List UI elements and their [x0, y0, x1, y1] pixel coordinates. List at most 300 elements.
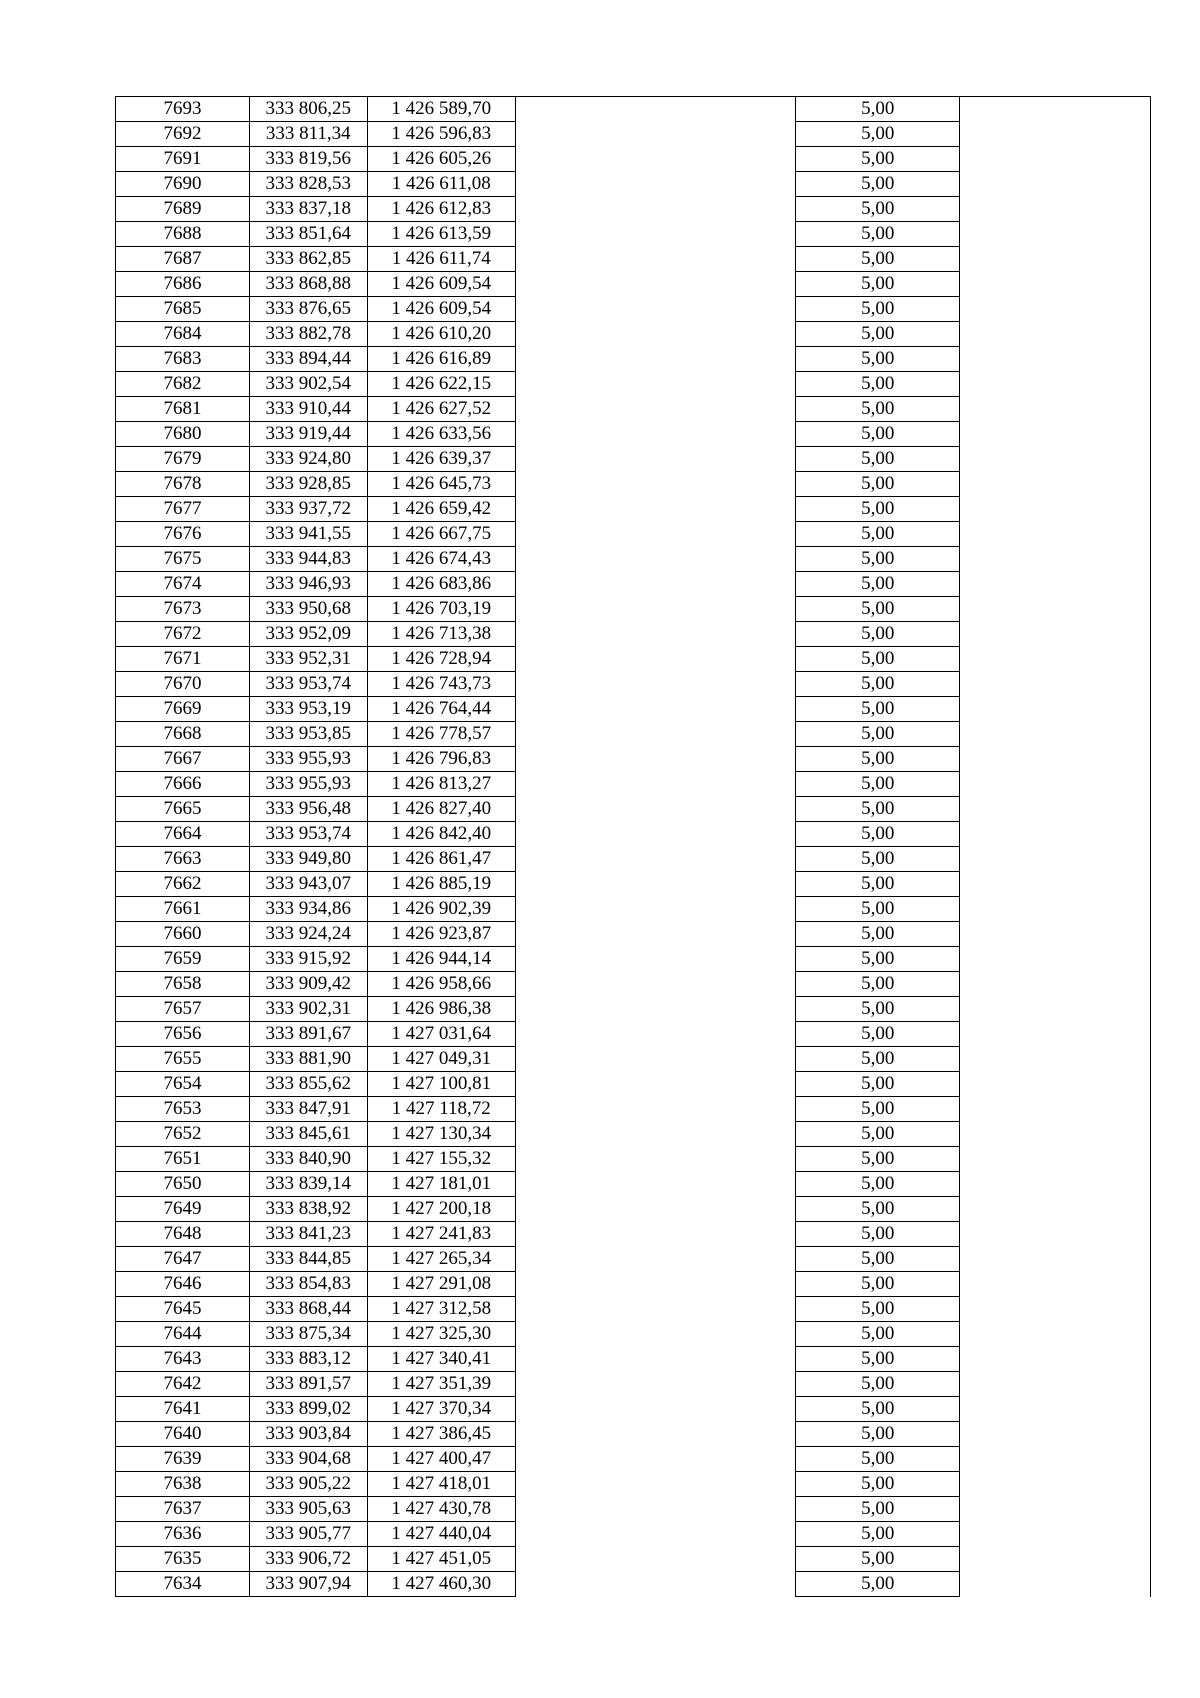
empty-cell: [515, 1422, 795, 1447]
empty-cell: [515, 447, 795, 472]
value-cell: 5,00: [796, 1097, 960, 1122]
empty-cell: [960, 1322, 1151, 1347]
empty-cell: [960, 722, 1151, 747]
point-number-cell: 7638: [116, 1472, 250, 1497]
x-coordinate-cell: 333 847,91: [250, 1097, 368, 1122]
empty-cell: [515, 247, 795, 272]
y-coordinate-cell: 1 427 430,78: [367, 1497, 515, 1522]
table-row: [116, 122, 1151, 147]
empty-cell: [960, 1122, 1151, 1147]
y-coordinate-cell: 1 427 386,45: [367, 1422, 515, 1447]
table-row: [116, 172, 1151, 197]
empty-cell: [515, 422, 795, 447]
value-cell: 5,00: [796, 272, 960, 297]
x-coordinate-cell: 333 915,92: [250, 947, 368, 972]
value-cell: 5,00: [796, 1022, 960, 1047]
x-coordinate-cell: 333 944,83: [250, 547, 368, 572]
table-row: [116, 697, 1151, 722]
value-cell: 5,00: [796, 772, 960, 797]
empty-cell: [960, 1297, 1151, 1322]
empty-cell: [960, 222, 1151, 247]
table-row: [116, 1547, 1151, 1572]
empty-cell: [515, 1297, 795, 1322]
point-number-cell: 7680: [116, 422, 250, 447]
y-coordinate-cell: 1 426 596,83: [367, 122, 515, 147]
point-number-cell: 7663: [116, 847, 250, 872]
x-coordinate-cell: 333 906,72: [250, 1547, 368, 1572]
point-number-cell: 7668: [116, 722, 250, 747]
y-coordinate-cell: 1 426 902,39: [367, 897, 515, 922]
value-cell: 5,00: [796, 1522, 960, 1547]
x-coordinate-cell: 333 953,19: [250, 697, 368, 722]
empty-cell: [515, 897, 795, 922]
y-coordinate-cell: 1 427 370,34: [367, 1397, 515, 1422]
empty-cell: [515, 997, 795, 1022]
table-row: [116, 447, 1151, 472]
empty-cell: [960, 197, 1151, 222]
empty-cell: [515, 497, 795, 522]
x-coordinate-cell: 333 928,85: [250, 472, 368, 497]
empty-cell: [960, 697, 1151, 722]
table-row: [116, 297, 1151, 322]
empty-cell: [960, 497, 1151, 522]
empty-cell: [960, 172, 1151, 197]
y-coordinate-cell: 1 427 400,47: [367, 1447, 515, 1472]
empty-cell: [515, 747, 795, 772]
empty-cell: [960, 347, 1151, 372]
y-coordinate-cell: 1 427 440,04: [367, 1522, 515, 1547]
empty-cell: [960, 1447, 1151, 1472]
value-cell: 5,00: [796, 222, 960, 247]
table-row: [116, 222, 1151, 247]
y-coordinate-cell: 1 427 451,05: [367, 1547, 515, 1572]
value-cell: 5,00: [796, 972, 960, 997]
y-coordinate-cell: 1 427 291,08: [367, 1272, 515, 1297]
table-row: [116, 997, 1151, 1022]
table-row: [116, 1197, 1151, 1222]
value-cell: 5,00: [796, 897, 960, 922]
empty-cell: [960, 1472, 1151, 1497]
value-cell: 5,00: [796, 1122, 960, 1147]
point-number-cell: 7636: [116, 1522, 250, 1547]
y-coordinate-cell: 1 426 609,54: [367, 297, 515, 322]
x-coordinate-cell: 333 955,93: [250, 747, 368, 772]
empty-cell: [515, 397, 795, 422]
point-number-cell: 7671: [116, 647, 250, 672]
point-number-cell: 7649: [116, 1197, 250, 1222]
value-cell: 5,00: [796, 397, 960, 422]
y-coordinate-cell: 1 427 049,31: [367, 1047, 515, 1072]
point-number-cell: 7648: [116, 1222, 250, 1247]
empty-cell: [960, 797, 1151, 822]
point-number-cell: 7642: [116, 1372, 250, 1397]
point-number-cell: 7693: [116, 97, 250, 122]
value-cell: 5,00: [796, 572, 960, 597]
empty-cell: [515, 697, 795, 722]
x-coordinate-cell: 333 905,22: [250, 1472, 368, 1497]
y-coordinate-cell: 1 426 613,59: [367, 222, 515, 247]
empty-cell: [515, 1147, 795, 1172]
empty-cell: [515, 1272, 795, 1297]
empty-cell: [515, 1472, 795, 1497]
empty-cell: [515, 1072, 795, 1097]
table-row: [116, 197, 1151, 222]
empty-cell: [515, 672, 795, 697]
x-coordinate-cell: 333 840,90: [250, 1147, 368, 1172]
table-row: [116, 272, 1151, 297]
empty-cell: [960, 1422, 1151, 1447]
value-cell: 5,00: [796, 722, 960, 747]
y-coordinate-cell: 1 426 796,83: [367, 747, 515, 772]
x-coordinate-cell: 333 862,85: [250, 247, 368, 272]
empty-cell: [515, 922, 795, 947]
x-coordinate-cell: 333 924,24: [250, 922, 368, 947]
y-coordinate-cell: 1 426 703,19: [367, 597, 515, 622]
point-number-cell: 7692: [116, 122, 250, 147]
y-coordinate-cell: 1 427 130,34: [367, 1122, 515, 1147]
table-row: [116, 1447, 1151, 1472]
empty-cell: [960, 1572, 1151, 1597]
table-row: [116, 872, 1151, 897]
x-coordinate-cell: 333 902,31: [250, 997, 368, 1022]
point-number-cell: 7674: [116, 572, 250, 597]
y-coordinate-cell: 1 427 118,72: [367, 1097, 515, 1122]
point-number-cell: 7666: [116, 772, 250, 797]
y-coordinate-cell: 1 427 181,01: [367, 1172, 515, 1197]
empty-cell: [960, 547, 1151, 572]
table-row: [116, 397, 1151, 422]
table-row: [116, 722, 1151, 747]
table-row: [116, 1522, 1151, 1547]
point-number-cell: 7685: [116, 297, 250, 322]
empty-cell: [960, 1397, 1151, 1422]
value-cell: 5,00: [796, 522, 960, 547]
empty-cell: [960, 397, 1151, 422]
x-coordinate-cell: 333 844,85: [250, 1247, 368, 1272]
value-cell: 5,00: [796, 247, 960, 272]
point-number-cell: 7640: [116, 1422, 250, 1447]
y-coordinate-cell: 1 426 728,94: [367, 647, 515, 672]
point-number-cell: 7686: [116, 272, 250, 297]
table-row: [116, 1172, 1151, 1197]
empty-cell: [960, 272, 1151, 297]
value-cell: 5,00: [796, 922, 960, 947]
empty-cell: [960, 747, 1151, 772]
y-coordinate-cell: 1 427 312,58: [367, 1297, 515, 1322]
point-number-cell: 7672: [116, 622, 250, 647]
y-coordinate-cell: 1 426 958,66: [367, 972, 515, 997]
y-coordinate-cell: 1 427 340,41: [367, 1347, 515, 1372]
x-coordinate-cell: 333 828,53: [250, 172, 368, 197]
value-cell: 5,00: [796, 122, 960, 147]
x-coordinate-cell: 333 943,07: [250, 872, 368, 897]
point-number-cell: 7690: [116, 172, 250, 197]
point-number-cell: 7651: [116, 1147, 250, 1172]
table-row: [116, 1347, 1151, 1372]
empty-cell: [960, 1197, 1151, 1222]
point-number-cell: 7687: [116, 247, 250, 272]
x-coordinate-cell: 333 819,56: [250, 147, 368, 172]
empty-cell: [960, 1522, 1151, 1547]
y-coordinate-cell: 1 426 861,47: [367, 847, 515, 872]
point-number-cell: 7654: [116, 1072, 250, 1097]
y-coordinate-cell: 1 426 683,86: [367, 572, 515, 597]
x-coordinate-cell: 333 952,09: [250, 622, 368, 647]
y-coordinate-cell: 1 426 622,15: [367, 372, 515, 397]
empty-cell: [960, 597, 1151, 622]
empty-cell: [960, 297, 1151, 322]
empty-cell: [515, 1222, 795, 1247]
empty-cell: [960, 472, 1151, 497]
point-number-cell: 7655: [116, 1047, 250, 1072]
value-cell: 5,00: [796, 1372, 960, 1397]
x-coordinate-cell: 333 903,84: [250, 1422, 368, 1447]
point-number-cell: 7653: [116, 1097, 250, 1122]
point-number-cell: 7677: [116, 497, 250, 522]
value-cell: 5,00: [796, 347, 960, 372]
y-coordinate-cell: 1 426 764,44: [367, 697, 515, 722]
y-coordinate-cell: 1 426 589,70: [367, 97, 515, 122]
y-coordinate-cell: 1 426 605,26: [367, 147, 515, 172]
empty-cell: [515, 1097, 795, 1122]
table-row: [116, 247, 1151, 272]
empty-cell: [960, 1272, 1151, 1297]
table-row: [116, 97, 1151, 122]
table-row: [116, 772, 1151, 797]
y-coordinate-cell: 1 427 351,39: [367, 1372, 515, 1397]
empty-cell: [960, 572, 1151, 597]
x-coordinate-cell: 333 924,80: [250, 447, 368, 472]
table-row: [116, 422, 1151, 447]
empty-cell: [960, 1222, 1151, 1247]
table-row: [116, 1072, 1151, 1097]
empty-cell: [515, 647, 795, 672]
value-cell: 5,00: [796, 322, 960, 347]
value-cell: 5,00: [796, 1047, 960, 1072]
point-number-cell: 7673: [116, 597, 250, 622]
empty-cell: [960, 1547, 1151, 1572]
point-number-cell: 7683: [116, 347, 250, 372]
empty-cell: [515, 1172, 795, 1197]
table-row: [116, 497, 1151, 522]
table-row: [116, 1422, 1151, 1447]
value-cell: 5,00: [796, 947, 960, 972]
point-number-cell: 7659: [116, 947, 250, 972]
point-number-cell: 7691: [116, 147, 250, 172]
table-row: [116, 747, 1151, 772]
y-coordinate-cell: 1 426 842,40: [367, 822, 515, 847]
point-number-cell: 7660: [116, 922, 250, 947]
empty-cell: [515, 622, 795, 647]
table-row: [116, 847, 1151, 872]
empty-cell: [960, 647, 1151, 672]
y-coordinate-cell: 1 426 885,19: [367, 872, 515, 897]
point-number-cell: 7675: [116, 547, 250, 572]
table-row: [116, 897, 1151, 922]
empty-cell: [960, 1022, 1151, 1047]
y-coordinate-cell: 1 427 325,30: [367, 1322, 515, 1347]
empty-cell: [960, 972, 1151, 997]
empty-cell: [960, 1247, 1151, 1272]
value-cell: 5,00: [796, 747, 960, 772]
point-number-cell: 7646: [116, 1272, 250, 1297]
table-row: [116, 947, 1151, 972]
empty-cell: [960, 522, 1151, 547]
point-number-cell: 7662: [116, 872, 250, 897]
y-coordinate-cell: 1 426 944,14: [367, 947, 515, 972]
empty-cell: [515, 297, 795, 322]
empty-cell: [515, 172, 795, 197]
value-cell: 5,00: [796, 97, 960, 122]
coordinates-table-body: [116, 97, 1151, 1597]
table-row: [116, 547, 1151, 572]
x-coordinate-cell: 333 875,34: [250, 1322, 368, 1347]
x-coordinate-cell: 333 899,02: [250, 1397, 368, 1422]
empty-cell: [515, 1047, 795, 1072]
empty-cell: [515, 272, 795, 297]
point-number-cell: 7664: [116, 822, 250, 847]
x-coordinate-cell: 333 891,57: [250, 1372, 368, 1397]
empty-cell: [960, 447, 1151, 472]
empty-cell: [515, 772, 795, 797]
point-number-cell: 7643: [116, 1347, 250, 1372]
y-coordinate-cell: 1 426 743,73: [367, 672, 515, 697]
table-row: [116, 347, 1151, 372]
y-coordinate-cell: 1 426 610,20: [367, 322, 515, 347]
empty-cell: [515, 122, 795, 147]
empty-cell: [515, 722, 795, 747]
empty-cell: [515, 1197, 795, 1222]
x-coordinate-cell: 333 907,94: [250, 1572, 368, 1597]
table-row: [116, 1472, 1151, 1497]
y-coordinate-cell: 1 426 639,37: [367, 447, 515, 472]
value-cell: 5,00: [796, 1322, 960, 1347]
empty-cell: [960, 1072, 1151, 1097]
x-coordinate-cell: 333 838,92: [250, 1197, 368, 1222]
value-cell: 5,00: [796, 147, 960, 172]
x-coordinate-cell: 333 811,34: [250, 122, 368, 147]
y-coordinate-cell: 1 427 460,30: [367, 1572, 515, 1597]
empty-cell: [960, 947, 1151, 972]
point-number-cell: 7684: [116, 322, 250, 347]
value-cell: 5,00: [796, 1072, 960, 1097]
empty-cell: [515, 372, 795, 397]
value-cell: 5,00: [796, 847, 960, 872]
table-row: [116, 1097, 1151, 1122]
empty-cell: [515, 547, 795, 572]
y-coordinate-cell: 1 426 713,38: [367, 622, 515, 647]
value-cell: 5,00: [796, 597, 960, 622]
empty-cell: [960, 372, 1151, 397]
value-cell: 5,00: [796, 997, 960, 1022]
point-number-cell: 7678: [116, 472, 250, 497]
table-row: [116, 147, 1151, 172]
point-number-cell: 7635: [116, 1547, 250, 1572]
empty-cell: [960, 822, 1151, 847]
table-row: [116, 922, 1151, 947]
x-coordinate-cell: 333 934,86: [250, 897, 368, 922]
point-number-cell: 7681: [116, 397, 250, 422]
x-coordinate-cell: 333 841,23: [250, 1222, 368, 1247]
empty-cell: [960, 1097, 1151, 1122]
x-coordinate-cell: 333 953,85: [250, 722, 368, 747]
empty-cell: [515, 1247, 795, 1272]
table-row: [116, 1222, 1151, 1247]
empty-cell: [515, 1122, 795, 1147]
x-coordinate-cell: 333 837,18: [250, 197, 368, 222]
y-coordinate-cell: 1 426 659,42: [367, 497, 515, 522]
x-coordinate-cell: 333 946,93: [250, 572, 368, 597]
point-number-cell: 7689: [116, 197, 250, 222]
value-cell: 5,00: [796, 447, 960, 472]
table-row: [116, 597, 1151, 622]
value-cell: 5,00: [796, 622, 960, 647]
point-number-cell: 7657: [116, 997, 250, 1022]
point-number-cell: 7647: [116, 1247, 250, 1272]
empty-cell: [515, 1347, 795, 1372]
x-coordinate-cell: 333 950,68: [250, 597, 368, 622]
y-coordinate-cell: 1 426 633,56: [367, 422, 515, 447]
value-cell: 5,00: [796, 197, 960, 222]
empty-cell: [960, 1347, 1151, 1372]
value-cell: 5,00: [796, 1572, 960, 1597]
x-coordinate-cell: 333 882,78: [250, 322, 368, 347]
point-number-cell: 7676: [116, 522, 250, 547]
table-row: [116, 1397, 1151, 1422]
point-number-cell: 7669: [116, 697, 250, 722]
value-cell: 5,00: [796, 1197, 960, 1222]
x-coordinate-cell: 333 855,62: [250, 1072, 368, 1097]
value-cell: 5,00: [796, 797, 960, 822]
value-cell: 5,00: [796, 1297, 960, 1322]
x-coordinate-cell: 333 910,44: [250, 397, 368, 422]
empty-cell: [515, 472, 795, 497]
empty-cell: [515, 1447, 795, 1472]
y-coordinate-cell: 1 426 923,87: [367, 922, 515, 947]
table-row: [116, 972, 1151, 997]
y-coordinate-cell: 1 426 616,89: [367, 347, 515, 372]
empty-cell: [515, 1522, 795, 1547]
value-cell: 5,00: [796, 1147, 960, 1172]
value-cell: 5,00: [796, 1397, 960, 1422]
y-coordinate-cell: 1 427 100,81: [367, 1072, 515, 1097]
empty-cell: [960, 422, 1151, 447]
value-cell: 5,00: [796, 1497, 960, 1522]
empty-cell: [515, 1547, 795, 1572]
table-row: [116, 1047, 1151, 1072]
empty-cell: [960, 122, 1151, 147]
empty-cell: [960, 922, 1151, 947]
empty-cell: [960, 1047, 1151, 1072]
x-coordinate-cell: 333 883,12: [250, 1347, 368, 1372]
point-number-cell: 7665: [116, 797, 250, 822]
value-cell: 5,00: [796, 872, 960, 897]
empty-cell: [515, 322, 795, 347]
empty-cell: [515, 1322, 795, 1347]
x-coordinate-cell: 333 876,65: [250, 297, 368, 322]
empty-cell: [515, 1397, 795, 1422]
point-number-cell: 7637: [116, 1497, 250, 1522]
value-cell: 5,00: [796, 1472, 960, 1497]
y-coordinate-cell: 1 427 418,01: [367, 1472, 515, 1497]
empty-cell: [515, 1572, 795, 1597]
table-row: [116, 1272, 1151, 1297]
y-coordinate-cell: 1 426 645,73: [367, 472, 515, 497]
empty-cell: [960, 1497, 1151, 1522]
table-row: [116, 322, 1151, 347]
value-cell: 5,00: [796, 1347, 960, 1372]
table-row: [116, 1372, 1151, 1397]
